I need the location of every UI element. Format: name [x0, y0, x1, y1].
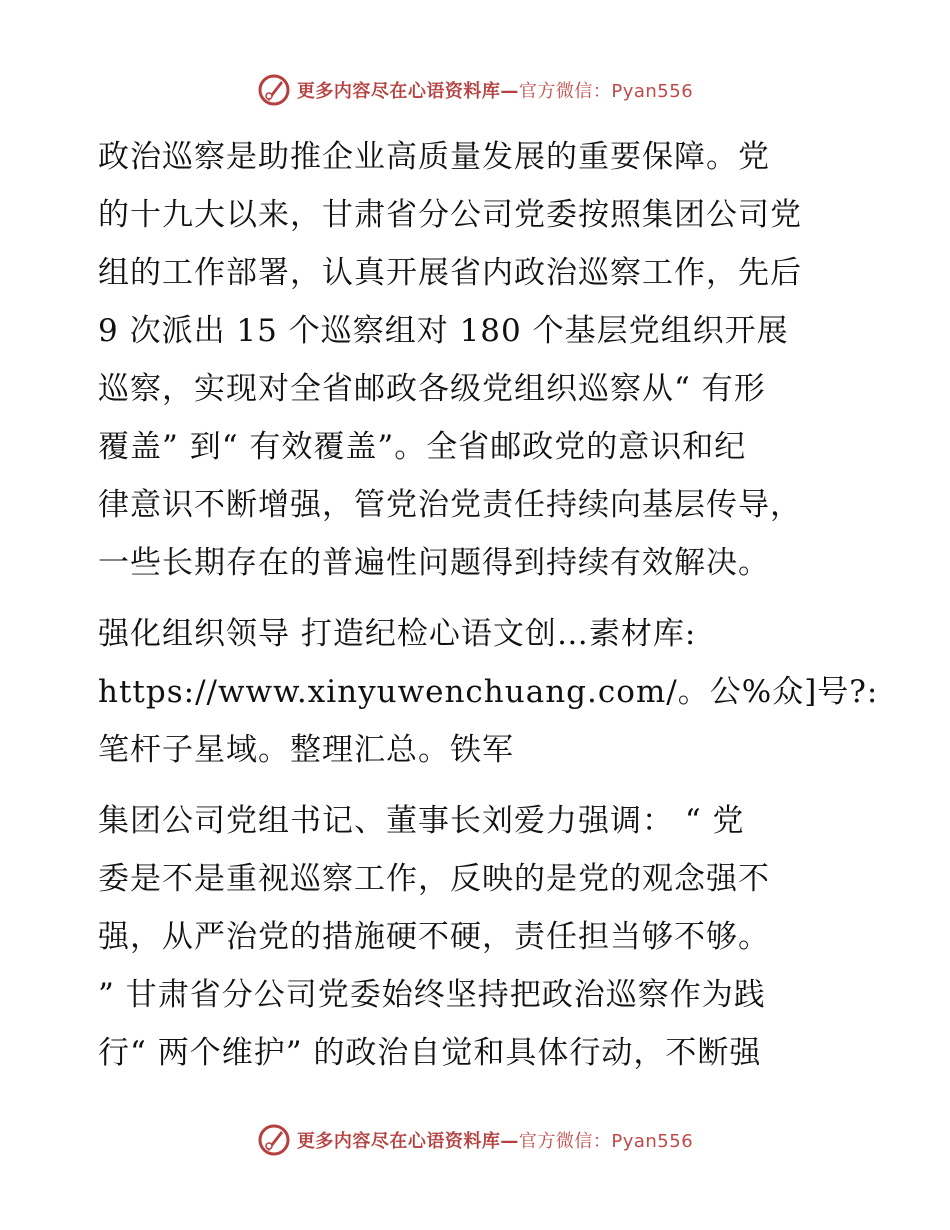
paragraph-line: 组的工作部署，认真开展省内政治巡察工作，先后	[98, 255, 802, 291]
document-body	[98, 128, 879, 1095]
watermark-wechat-text: 官方微信：Pyan556	[518, 1131, 694, 1152]
watermark-text	[297, 1127, 693, 1153]
paragraph-line: 委是不是重视巡察工作，反映的是党的观念强不	[98, 861, 770, 897]
paragraph-line: 笔杆子星域。整理汇总。铁军	[98, 732, 514, 768]
paragraph-line: 集团公司党组书记、董事长刘爱力强调： “ 党	[98, 803, 745, 839]
paragraph-line: 覆盖” 到“ 有效覆盖”。全省邮政党的意识和纪	[98, 429, 747, 465]
paragraph-line: 强化组织领导 打造纪检心语文创…素材库:	[98, 616, 697, 652]
paragraph-line: 巡察，实现对全省邮政各级党组织巡察从“ 有形	[98, 371, 766, 407]
watermark-main-text: 更多内容尽在心语资料库—	[296, 1131, 519, 1152]
footer-watermark	[0, 1120, 950, 1160]
header-watermark	[0, 70, 950, 110]
watermark-wechat-text: 官方微信：Pyan556	[518, 81, 694, 102]
paragraph-3	[98, 792, 858, 1082]
watermark-text	[297, 77, 693, 103]
quill-logo-icon	[257, 1123, 291, 1157]
paragraph-line: 的十九大以来，甘肃省分公司党委按照集团公司党	[98, 197, 802, 233]
paragraph-line: 强，从严治党的措施硬不硬，责任担当够不够。	[98, 919, 770, 955]
paragraph-line: 律意识不断增强，管党治党责任持续向基层传导，	[98, 487, 802, 523]
paragraph-2	[98, 605, 879, 779]
quill-logo-icon	[257, 73, 291, 107]
watermark-main-text: 更多内容尽在心语资料库—	[296, 81, 519, 102]
paragraph-line: ” 甘肃省分公司党委始终坚持把政治巡察作为践	[98, 977, 766, 1013]
paragraph-line: 行“ 两个维护” 的政治自觉和具体行动，不断强	[98, 1035, 762, 1071]
paragraph-line-url: https://www.xinyuwenchuang.com/。公%众]号?:	[98, 674, 879, 710]
paragraph-line: 政治巡察是助推企业高质量发展的重要保障。党	[98, 139, 770, 175]
paragraph-line: 9 次派出 15 个巡察组对 180 个基层党组织开展	[98, 313, 789, 349]
paragraph-line: 一些长期存在的普遍性问题得到持续有效解决。	[98, 545, 770, 581]
paragraph-1	[98, 128, 858, 592]
